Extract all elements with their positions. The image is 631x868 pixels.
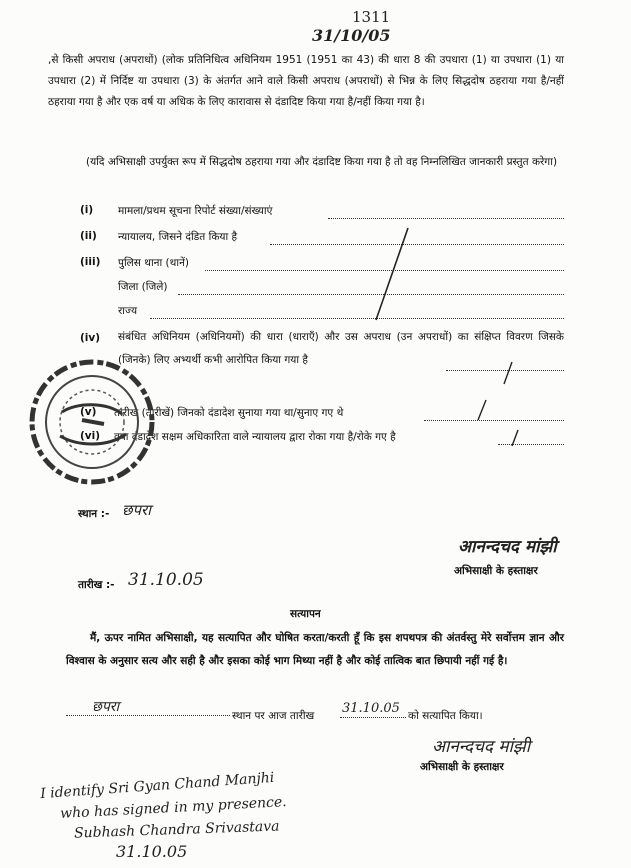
date-label: तारीख :- <box>78 579 115 591</box>
verification-date-line <box>340 717 406 718</box>
signature-2: आनन्दचद मांझी <box>432 737 531 757</box>
date-value: 31.10.05 <box>128 570 204 590</box>
verification-text: मैं, ऊपर नामित अभिसाक्षी, यह सत्यापित और घोषित करता/करती हूँ कि इस शपथपत्र की अंतर्वस्तु मेरे सर्वोत्तम ज्ञान और विश्वास के अनुसार सत्य और सही है और इसका कोई भाग मिथ्या नहीं है और कोई तात्विक बात छिपायी नहीं गई है। <box>66 632 564 667</box>
item-label-6: क्या दंडादेश सक्षम अधिकारिता वाले न्यायालय द्वारा रोका गया है/रोके गए है <box>114 431 396 443</box>
endorsement-line-4: 31.10.05 <box>116 842 188 861</box>
signature-1-label: अभिसाक्षी के हस्ताक्षर <box>454 565 538 577</box>
item-label-3: पुलिस थाना (थानें) <box>118 257 190 269</box>
place-value: छपरा <box>122 501 152 519</box>
ref-date: 31/10/05 <box>312 26 391 45</box>
verification-end: को सत्यापित किया। <box>408 710 483 722</box>
item-label-2: न्यायालय, जिसने दंडित किया है <box>118 231 238 243</box>
signature-1: आनन्दचद मांझी <box>458 537 557 557</box>
place-label: स्थान :- <box>78 508 110 520</box>
item-label-1: मामला/प्रथम सूचना रिपोर्ट संख्या/संख्याएं <box>118 205 273 217</box>
verification-date: 31.10.05 <box>342 701 400 716</box>
item-num-4: (iv) <box>80 332 101 344</box>
item-label-4: संबंधित अधिनियम (अधिनियमों) की धारा (धाराएँ) और उस अपराध (उन अपराधों) का संक्षिप्त विवरण जिसके (जिनके) लिए अभ्यर्थी कभी आरोपित किया गया है <box>118 331 564 366</box>
verification-place: छपरा <box>92 699 120 715</box>
intro-paragraph: ,से किसी अपराध (अपराधों) (लोक प्रतिनिधित्व अधिनियम 1951 (1951 का 43) की धारा 8 की उपधारा (1) या उपधारा (1) या उपधारा (2) में निर्दिष्ट या उपधारा (3) के अंतर्गत आने वाले किसी अपराध (अपराधों) से भिन्न के लिए सिद्धदोष ठहराया गया है/नहीं ठहराया गया है और एक वर्ष या अधिक के लिए कारावास से दंडादिष्ट किया गया है/नहीं किया गया है। <box>48 54 564 108</box>
item-num-2: (ii) <box>80 230 97 242</box>
verification-mid: स्थान पर आज तारीख <box>232 710 315 722</box>
item-label-5: तारीख (तारीखें) जिनको दंडादेश सुनाया गया था/सुनाए गए थे <box>114 407 344 419</box>
endorsement-line-1: I identify Sri Gyan Chand Manjhi <box>39 769 275 803</box>
verification-place-line <box>66 715 230 716</box>
item-label-state: राज्य <box>118 305 138 317</box>
item-num-6: (vi) <box>80 430 101 442</box>
item-num-3: (iii) <box>80 256 101 268</box>
endorsement-line-2: who has signed in my presence. <box>59 794 288 822</box>
verification-title: सत्यापन <box>290 608 321 620</box>
signature-2-label: अभिसाक्षी के हस्ताक्षर <box>420 761 504 773</box>
intro-note: (यदि अभिसाक्षी उपर्युक्त रूप में सिद्धदोष ठहराया गया और दंडादिष्ट किया गया है तो वह निम्नलिखित जानकारी प्रस्तुत करेगा) <box>86 156 558 168</box>
official-seal-icon <box>22 352 162 492</box>
endorsement-line-3: Subhash Chandra Srivastava <box>73 818 280 842</box>
ref-number: 1311 <box>352 8 391 26</box>
item-label-district: जिला (जिले) <box>118 281 168 293</box>
item-num-5: (v) <box>80 406 97 418</box>
item-num-1: (i) <box>80 204 94 216</box>
